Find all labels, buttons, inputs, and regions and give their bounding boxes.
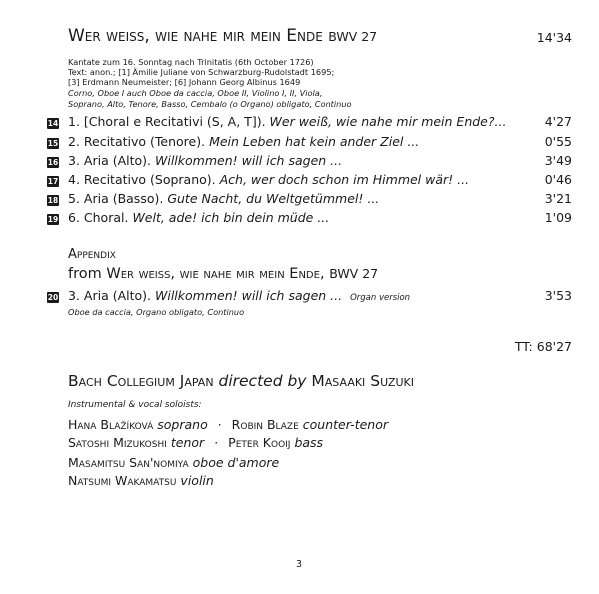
track-title <box>68 172 469 187</box>
soloist-name: Masamitsu San'nomiya <box>68 455 189 470</box>
track-number-badge: 16 <box>47 158 59 167</box>
track-incipit: Mein Leben hat kein ander Ziel ... <box>209 134 420 149</box>
track-number-badge: 19 <box>47 215 59 224</box>
track-note: Organ version <box>350 293 411 303</box>
track-label: 3. Aria (Alto). <box>68 153 151 168</box>
track-duration: 1'09 <box>544 210 572 225</box>
work-text-line2: [3] Erdmann Neumeister; [6] Johann Georg Albinus 1649 <box>68 77 301 87</box>
track-incipit: Willkommen! will ich sagen ... <box>154 288 343 303</box>
track-number-badge: 20 <box>47 293 59 302</box>
track-duration: 3'21 <box>544 191 572 206</box>
track-number-badge: 15 <box>47 139 59 148</box>
track-number-badge: 17 <box>47 177 59 186</box>
track-duration: 0'46 <box>544 172 572 187</box>
track-incipit: Willkommen! will ich sagen ... <box>154 153 343 168</box>
separator-dot: · <box>217 417 222 432</box>
track-label: 3. Aria (Alto). <box>68 288 151 303</box>
soloist-name: Peter Kooij <box>228 435 291 450</box>
track-duration: 3'49 <box>544 153 572 168</box>
appendix-from <box>68 266 378 282</box>
appendix-scoring: Oboe da caccia, Organo obligato, Continuo <box>68 307 245 317</box>
track-label: 6. Choral. <box>68 210 129 225</box>
soloist-line <box>68 455 279 470</box>
ensemble-name: Bach Collegium Japan <box>68 372 214 390</box>
separator-dot: · <box>214 435 219 450</box>
soloist-role: oboe d'amore <box>192 455 280 470</box>
soloist-role: violin <box>180 473 214 488</box>
track-duration: 0'55 <box>544 134 572 149</box>
work-duration: 14'34 <box>536 30 572 45</box>
track-title <box>68 191 379 206</box>
track-number-badge: 18 <box>47 196 59 205</box>
work-title-text: Wer weiß, wie nahe mir mein Ende <box>68 26 323 46</box>
track-incipit: Wer weiß, wie nahe mir mein Ende?... <box>269 114 507 129</box>
appendix-title: Wer weiß, wie nahe mir mein Ende, <box>106 266 325 282</box>
track-label: 4. Recitativo (Soprano). <box>68 172 216 187</box>
track-incipit: Welt, ade! ich bin dein müde ... <box>132 210 330 225</box>
soloist-role: soprano <box>157 417 208 432</box>
work-occasion: Kantate zum 16. Sonntag nach Trinitatis (6th October 1726) <box>68 57 314 67</box>
soloist-name: Natsumi Wakamatsu <box>68 473 177 488</box>
appendix-from-prefix: from <box>68 266 102 282</box>
directed-by: directed by <box>218 372 307 390</box>
track-duration: 4'27 <box>544 114 572 129</box>
track-title <box>68 114 506 129</box>
work-scoring-line2: Soprano, Alto, Tenore, Basso, Cembalo (o Organo) obligato, Continuo <box>68 99 352 109</box>
soloist-line <box>68 417 388 432</box>
conductor-name: Masaaki Suzuki <box>311 372 414 390</box>
track-number-badge: 14 <box>47 119 59 128</box>
soloist-line <box>68 435 323 450</box>
track-title <box>68 134 419 149</box>
soloist-line <box>68 473 214 488</box>
soloist-name: Robin Blaze <box>231 417 299 432</box>
track-incipit: Gute Nacht, du Weltgetümmel! ... <box>167 191 380 206</box>
total-time: TT: 68'27 <box>514 339 572 354</box>
work-title <box>68 26 377 46</box>
track-label: 1. [Choral e Recitativi (S, A, T]). <box>68 114 266 129</box>
soloist-role: bass <box>294 435 324 450</box>
work-bwv: BWV 27 <box>328 29 378 44</box>
track-label: 2. Recitativo (Tenore). <box>68 134 206 149</box>
appendix-label: Appendix <box>68 247 116 262</box>
page-number: 3 <box>296 559 303 570</box>
soloists-label: Instrumental & vocal soloists: <box>68 400 202 410</box>
track-duration: 3'53 <box>544 288 572 303</box>
track-title <box>68 288 410 303</box>
soloist-name: Hana Blažíková <box>68 417 154 432</box>
soloist-role: tenor <box>170 435 205 450</box>
track-incipit: Ach, wer doch schon im Himmel wär! ... <box>219 172 470 187</box>
work-text-line1: Text: anon.; [1] Ämilie Juliane von Schwarzburg-Rudolstadt 1695; <box>68 67 335 77</box>
soloist-name: Satoshi Mizukoshi <box>68 435 167 450</box>
soloist-role: counter-tenor <box>302 417 388 432</box>
work-scoring-line1: Corno, Oboe I auch Oboe da caccia, Oboe II, Violino I, II, Viola, <box>68 88 323 98</box>
track-label: 5. Aria (Basso). <box>68 191 164 206</box>
appendix-bwv: BWV 27 <box>329 266 379 281</box>
ensemble-line <box>68 372 414 390</box>
track-title <box>68 153 342 168</box>
track-title <box>68 210 329 225</box>
